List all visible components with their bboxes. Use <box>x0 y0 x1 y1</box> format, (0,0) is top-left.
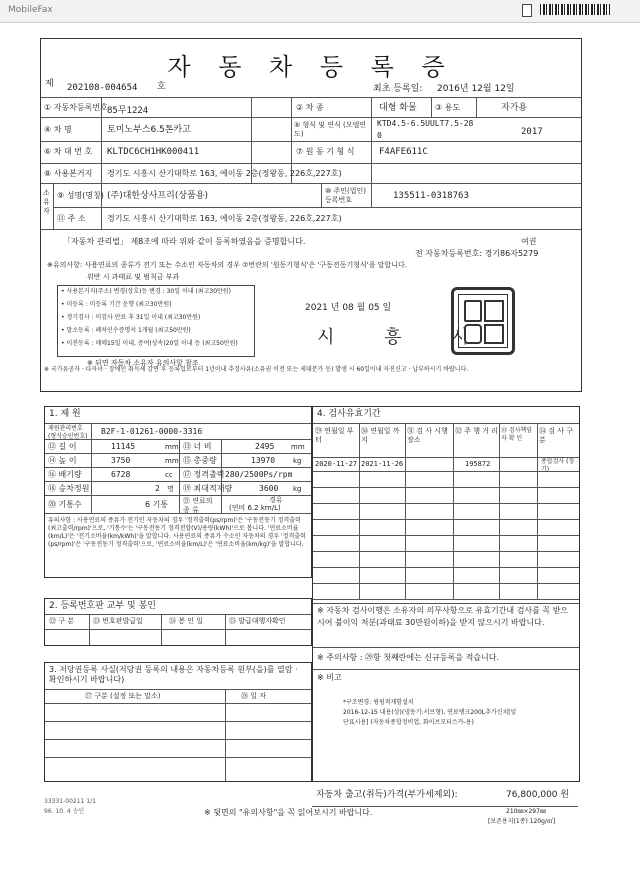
remarks-title: ※ 비고 <box>317 673 342 682</box>
height-label: ⑭ 높 이 <box>48 456 77 465</box>
inspection-warning: ※ 자동차 검사이행은 소유자의 의무사항으로 유효기간내 검사를 꼭 받으시어 불이익 처분(과태료 30만원이하)을 받지 않으시기 바랍니다. <box>317 606 569 627</box>
reissue-mark: 여권 <box>521 237 537 246</box>
owner-id-label: ⑩ 주민(법인) 등록번호 <box>325 187 367 204</box>
vehicle-class-value: 대형 화물 <box>379 103 417 113</box>
insp-col-to: ㉚ 연월일 까 지 <box>361 427 400 444</box>
fuel-label: ㉑ 연료의 종 류 <box>183 497 213 514</box>
length-label: ⑫ 길 이 <box>48 442 77 451</box>
insp-row-to: 2021-11-26 <box>361 460 404 468</box>
penalty-footnote: ※ 뒤면 자동차 소유자 유의사항 참조 <box>87 359 199 367</box>
vehicle-name-label: ④ 차 명 <box>44 125 72 134</box>
issue-date: 2021 년 08 월 05 일 <box>305 303 392 313</box>
insp-row-kind: 종합검사 (정기) <box>541 458 575 473</box>
reg-number-label: ① 자동차등록번호 <box>44 103 108 112</box>
seats-label: ⑱ 승차정원 <box>48 484 90 493</box>
owner-address-label: ⑪ 주 소 <box>57 214 86 223</box>
type-approval-value: B2F-1-01261-0000-3316 <box>101 427 203 436</box>
power-label: ⑰ 정격출력 <box>183 470 225 479</box>
gross-weight-unit: kg <box>293 457 302 465</box>
specs-notes: 유의사항 : 사용연료의 종류가 전기인 자동차의 경우 '정격출력(ps/rpm)'은 '구동전동기 정격출력(최고출력/rpm)'으로, '기통수'는 '구동전동기 정격전압(V)/용량(kWh)'으로 봅니다. '연료소비율(km/L)'은 '전기소비율(km/kWh)'을 말합니다. 사용연료의 종류가 수소인 자동차의 경우 '정격출력(ps/rpm)'은 '구동전동기 정격출력'으로, '연료소비율(km/L)'은 '연료소비율(km/kg)'을 말합니다. <box>48 517 306 548</box>
model-code-suffix: 0 <box>377 131 382 140</box>
power-value: 280/2500Ps/rpm <box>225 470 293 479</box>
insp-col-mileage: ㉜ 주 행 거 리 <box>455 427 498 435</box>
inspection-panel <box>312 406 580 782</box>
previous-reg-number: 전 자동차등록번호: 경기86자5279 <box>415 249 539 258</box>
certificate-title: 자 동 차 등 록 증 <box>167 53 455 81</box>
gross-weight-label: ⑮ 총중량 <box>183 456 217 465</box>
insp-row-from: 2020-11-27 <box>315 460 358 468</box>
base-location-value: 경기도 시흥시 산기대학로 163, 에이동 2층(정왕동, 226호,227호) <box>107 169 342 178</box>
remarks-line: 2016-12-15 내용(상)(냉동기:서브형), 연료탱크200L추가신치[앞 <box>343 709 517 716</box>
penalty-box <box>57 273 255 371</box>
seats-value: 2 <box>155 484 160 493</box>
fuel-efficiency: (연비 6.2 km/L) <box>229 504 281 512</box>
plate-col-agent-check: ㉕ 발급대행자확인 <box>229 617 286 625</box>
first-reg-label: 최초 등록일: <box>373 84 423 94</box>
width-label: ⑬ 너 비 <box>183 442 212 451</box>
official-seal-icon <box>451 287 515 355</box>
usage-notice: ※유의사항: 사용연료의 종류가 전기 또는 수소인 자동차의 경우 ⑦번란의 '원동기형식'은 '구동전동기형식'을 말합니다. <box>47 261 407 269</box>
vin-value: KLTDC6CH1HK000411 <box>107 147 200 157</box>
displacement-unit: cc <box>165 471 173 479</box>
insp-col-from: ㉙ 연월일 부 터 <box>315 427 354 444</box>
paper-size: 210㎜×297㎜ <box>506 808 546 815</box>
back-side-note: ※ 뒷면의 "유의사항"을 꼭 읽어보시기 바랍니다. <box>204 808 373 817</box>
vehicle-name-value: 토미노부스6.5톤카고 <box>107 125 191 135</box>
owner-id-value: 135511-0318763 <box>393 191 469 201</box>
registration-certificate <box>40 38 582 392</box>
insp-row-mileage: 195872 <box>465 460 491 468</box>
plate-col-seal-date: ㉔ 봉 인 일 <box>169 617 203 625</box>
usage-label: ③ 용도 <box>435 103 461 112</box>
length-unit: mm <box>165 443 179 451</box>
penalty-item: • 말소등록 : 폐차인수증명서 1개월 (최고50만원) <box>61 327 191 334</box>
max-load-unit: kg <box>293 485 302 493</box>
mortgage-title: 3. 저당권등록 사실(저당권 등록의 내용은 자동차등록 원부(을)를 열람 · 확인하시기 바랍니다) <box>49 665 298 684</box>
cert-no-prefix: 제 <box>45 79 54 89</box>
mortgage-panel <box>44 662 312 782</box>
seats-unit: 명 <box>167 485 174 493</box>
page-icon[interactable] <box>522 4 532 17</box>
barcode-icon <box>540 4 610 15</box>
penalty-title: 위반 시 과태료 및 범칙금 부과 <box>87 273 180 281</box>
height-unit: mm <box>165 457 179 465</box>
model-code-value: KTD4.5-6.5UULT7.5-28 <box>377 119 474 128</box>
vin-label: ⑥ 차 대 번 호 <box>44 147 93 156</box>
fax-header-bar <box>0 0 640 23</box>
form-approval: 96. 10. 4 승인 <box>44 808 85 815</box>
penalty-item: • 이전등록 : 매매15일 이내, 증여(상속)20일 이내 등 (최고50만원) <box>61 340 238 347</box>
max-load-label: ⑲ 최대적재량 <box>183 484 233 493</box>
form-code: 33331-00211 1/1 <box>44 798 96 805</box>
fax-app-label: MobileFax <box>8 5 53 15</box>
width-unit: mm <box>291 443 305 451</box>
width-value: 2495 <box>255 442 275 451</box>
cert-number: 202108-004654 <box>67 83 138 93</box>
displacement-value: 6728 <box>111 470 131 479</box>
cylinders-value: 6 기통 <box>145 500 169 509</box>
specs-panel <box>44 406 312 578</box>
length-value: 11145 <box>111 442 136 451</box>
plate-col-issue-date: ㉓ 번호판발급일 <box>93 617 143 625</box>
model-year-value: 2017 <box>521 127 543 137</box>
price-value: 76,800,000 원 <box>506 790 570 800</box>
fuel-kind: 경유 <box>269 496 283 504</box>
mortgage-col-date: ㉘ 일 자 <box>241 692 266 700</box>
issuer-name: 시 흥 시 <box>317 327 491 348</box>
owner-name-value: (주)대한상사프리(상품용) <box>107 191 208 201</box>
owner-label: 소유자 <box>43 189 50 215</box>
insp-col-kind: ㉞ 검 사 구 분 <box>539 427 573 444</box>
engine-type-label: ⑦ 원 동 기 형 식 <box>296 147 355 156</box>
plate-issue-panel <box>44 598 312 646</box>
max-load-value: 3600 <box>259 484 279 493</box>
engine-type-value: F4AFE611C <box>379 147 428 157</box>
insp-col-inspector: ㉝ 검사책임자 확 인 <box>501 427 533 442</box>
penalty-item: • 미등록 : 미등록 기간 운행 (최고30만원) <box>61 301 172 308</box>
first-reg-date: 2016년 12월 12일 <box>437 84 515 94</box>
gross-weight-value: 13970 <box>251 456 276 465</box>
model-year-label: ⑤ 형식 및 연식 (모델연도) <box>294 121 367 138</box>
specs-title: 1. 제 원 <box>49 409 81 419</box>
usage-value: 자가용 <box>501 103 528 113</box>
paper-type: [보존용지(1종) 120g/㎡] <box>488 818 556 825</box>
type-approval-label: 제원관리번호 (형식승인번호) <box>48 425 88 440</box>
inspection-caution: ※ 주의사항 : ㉙항 첫째란에는 신규등록을 적습니다. <box>317 653 500 662</box>
displacement-label: ⑯ 배기량 <box>48 470 82 479</box>
remarks-line: *구조변경: 윙윙적재함설치 <box>343 699 414 706</box>
owner-name-label: ⑨ 성명(명칭) <box>57 191 104 200</box>
plate-col-kind: ㉒ 구 분 <box>49 617 74 625</box>
remarks-line: 단표시용] (자동차종합정비업, 화이브모터스카-용) <box>343 719 474 726</box>
insp-col-place: ㉛ 검 사 시행장소 <box>407 427 448 444</box>
base-location-label: ⑧ 사용본거지 <box>44 169 93 178</box>
mortgage-col-kind: ㉗ 구분 (설정 또는 말소) <box>85 692 161 700</box>
tax-footnote: ※ 국가유공자 · 다자녀 · 장애인 취득세 감면 후 등록일로부터 1년이내 추징사유(소유권 이전 또는 세대분가 등) 발생 시 60일이내 자진신고 · 납부하시기 바랍니다. <box>44 366 469 373</box>
owner-address-value: 경기도 시흥시 산기대학로 163, 에이동 2층(정왕동, 226호,227호) <box>107 214 342 223</box>
reg-number-value: 85무1224 <box>107 106 149 116</box>
penalty-item: • 정기검사 : 미검사 만료 후 31일 이내 (최고30만원) <box>61 314 201 321</box>
height-value: 3750 <box>111 456 131 465</box>
cert-no-suffix: 호 <box>157 82 166 92</box>
certify-statement: 「자동차 관리법」 제8조에 따라 위와 같이 등록하였음을 증명합니다. <box>63 237 306 246</box>
penalty-item: • 사용본거지(주소) 변경(상호)등 변경 : 30일 이내 (최고30만원) <box>61 288 231 295</box>
vehicle-class-label: ② 차 종 <box>296 103 324 112</box>
price-label: 자동차 출고(취득)가격(부가세제외): <box>316 790 458 800</box>
plate-issue-title: 2. 등록번호판 교부 및 봉인 <box>49 601 156 611</box>
inspection-title: 4. 검사유효기간 <box>317 409 381 419</box>
cylinders-label: ⑳ 기통수 <box>48 500 82 509</box>
